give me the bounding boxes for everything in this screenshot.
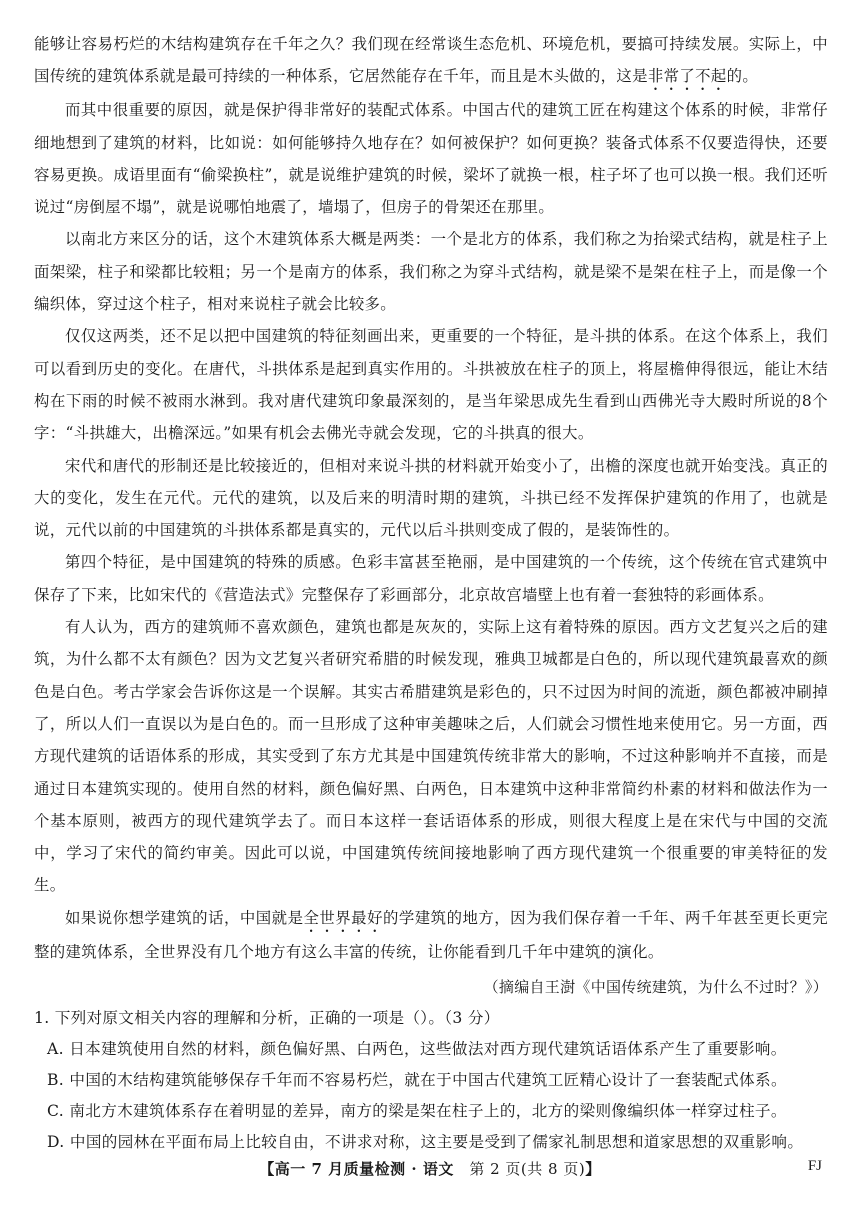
footer-subject: 语文 — [422, 1160, 454, 1178]
paragraph-8 — [34, 902, 828, 968]
paragraph-5: 宋代和唐代的形制还是比较接近的，但相对来说斗拱的材料就开始变小了，出檐的深度也就开始变浅。真正的大的变化，发生在元代。元代的建筑，以及后来的明清时期的建筑，斗拱已经不发挥保护建筑的作用了，也就是说，元代以前的中国建筑的斗拱体系都是真实的，元代以后斗拱则变成了假的，是装饰性的。 — [34, 456, 828, 540]
question-1 — [34, 1003, 828, 1158]
question-stem: 1. 下列对原文相关内容的理解和分析，正确的一项是（）。（3 分） — [34, 1009, 500, 1028]
source-citation: （摘编自王澍《中国传统建筑，为什么不过时？》） — [483, 978, 828, 997]
emphasis-marked-text: 非常了不起 — [647, 67, 727, 86]
footer-page-number: 第 2 页(共 8 页) — [453, 1160, 586, 1178]
option-a: A. 日本建筑使用自然的材料，颜色偏好黑、白两色，这些做法对西方现代建筑话语体系产生了重要影响。 — [47, 1040, 787, 1059]
option-c: C. 南北方木建筑体系存在着明显的差异，南方的梁是架在柱子上的，北方的梁则像编织体一样穿过柱子。 — [47, 1102, 787, 1121]
footer-exam-title: 高一 7 月质量检测 — [274, 1160, 406, 1178]
page-footer — [0, 1156, 860, 1182]
paragraph-3: 以南北方来区分的话，这个木建筑体系大概是两类：一个是北方的体系，我们称之为抬梁式结构，就是柱子上面架梁，柱子和梁都比较粗；另一个是南方的体系，我们称之为穿斗式结构，就是梁不是架在柱子上，而是像一个编织体，穿过这个柱子，相对来说柱子就会比较多。 — [34, 230, 828, 314]
option-b: B. 中国的木结构建筑能够保存千年而不容易朽烂，就在于中国古代建筑工匠精心设计了一套装配式体系。 — [47, 1071, 787, 1090]
document-page — [34, 28, 828, 1158]
emphasis-marked-text: 全世界最好 — [303, 908, 383, 927]
paragraph-6: 第四个特征，是中国建筑的特殊的质感。色彩丰富甚至艳丽，是中国建筑的一个传统，这个传统在官式建筑中保存了下来，比如宋代的《营造法式》完整保存了彩画部分，北京故宫墙壁上也有着一套独特的彩画体系。 — [34, 553, 828, 604]
footer-region-code: FJ — [807, 1158, 822, 1174]
paragraph-1 — [34, 28, 828, 94]
footer-exam-info — [0, 1158, 860, 1179]
option-d: D. 中国的园林在平面布局上比较自由，不讲求对称，这主要是受到了儒家礼制思想和道家思想的双重影响。 — [47, 1133, 804, 1152]
footer-bracket-open: 【 — [259, 1160, 275, 1178]
paragraph-8-text-end: 的学建筑的地方，因为我们保存着一千年、两千年甚至更长更完整的建筑体系，全世界没有几个地方有这么丰富的传统，让你能看到几千年中建筑的演化。 — [34, 908, 828, 961]
footer-separator: · — [405, 1160, 423, 1178]
paragraph-2: 而其中很重要的原因，就是保护得非常好的装配式体系。中国古代的建筑工匠在构建这个体系的时候，非常仔细地想到了建筑的材料，比如说：如何能够持久地存在？如何被保护？如何更换？装备式体系不仅要造得快，还要容易更换。成语里面有“偷梁换柱”，就是说维护建筑的时候，梁坏了就换一根，柱子坏了也可以换一根。我们还听说过“房倒屋不塌”，就是说哪怕地震了，墙塌了，但房子的骨架还在那里。 — [34, 101, 828, 217]
paragraph-1-text: 能够让容易朽烂的木结构建筑存在千年之久？我们现在经常谈生态危机、环境危机，要搞可持续发展。实际上，中国传统的建筑体系就是最可持续的一种体系，它居然能存在千年，而且是木头做的，这是 — [34, 35, 828, 86]
footer-bracket-close: 】 — [585, 1160, 601, 1178]
paragraph-8-text: 如果说你想学建筑的话，中国就是 — [65, 908, 304, 927]
paragraph-7: 有人认为，西方的建筑师不喜欢颜色，建筑也都是灰灰的，实际上这有着特殊的原因。西方文艺复兴之后的建筑，为什么都不太有颜色？因为文艺复兴者研究希腊的时候发现，雅典卫城都是白色的，所以现代建筑最喜欢的颜色是白色。考古学家会告诉你这是一个误解。其实古希腊建筑是彩色的，只不过因为时间的流逝，颜色都被冲刷掉了，所以人们一直误以为是白色的。而一旦形成了这种审美趣味之后，人们就会习惯性地来使用它。另一方面，西方现代建筑的话语体系的形成，其实受到了东方尤其是中国建筑传统非常大的影响，不过这种影响并不直接，而是通过日本建筑实现的。使用自然的材料，颜色偏好黑、白两色，日本建筑中这种非常简约朴素的材料和做法作为一个基本原则，被西方的现代建筑学去了。而日本这样一套话语体系的形成，则很大程度上是在宋代与中国的交流中，学习了宋代的简约审美。因此可以说，中国建筑传统间接地影响了西方现代建筑一个很重要的审美特征的发生。 — [34, 618, 828, 895]
paragraph-1-text-end: 的。 — [726, 67, 759, 86]
paragraph-4: 仅仅这两类，还不足以把中国建筑的特征刻画出来，更重要的一个特征，是斗拱的体系。在这个体系上，我们可以看到历史的变化。在唐代，斗拱体系是起到真实作用的。斗拱被放在柱子的顶上，将屋檐伸得很远，能让木结构在下雨的时候不被雨水淋到。我对唐代建筑印象最深刻的，是当年梁思成先生看到山西佛光寺大殿时所说的8个字：“斗拱雄大，出檐深远。”如果有机会去佛光寺就会发现，它的斗拱真的很大。 — [34, 327, 828, 443]
